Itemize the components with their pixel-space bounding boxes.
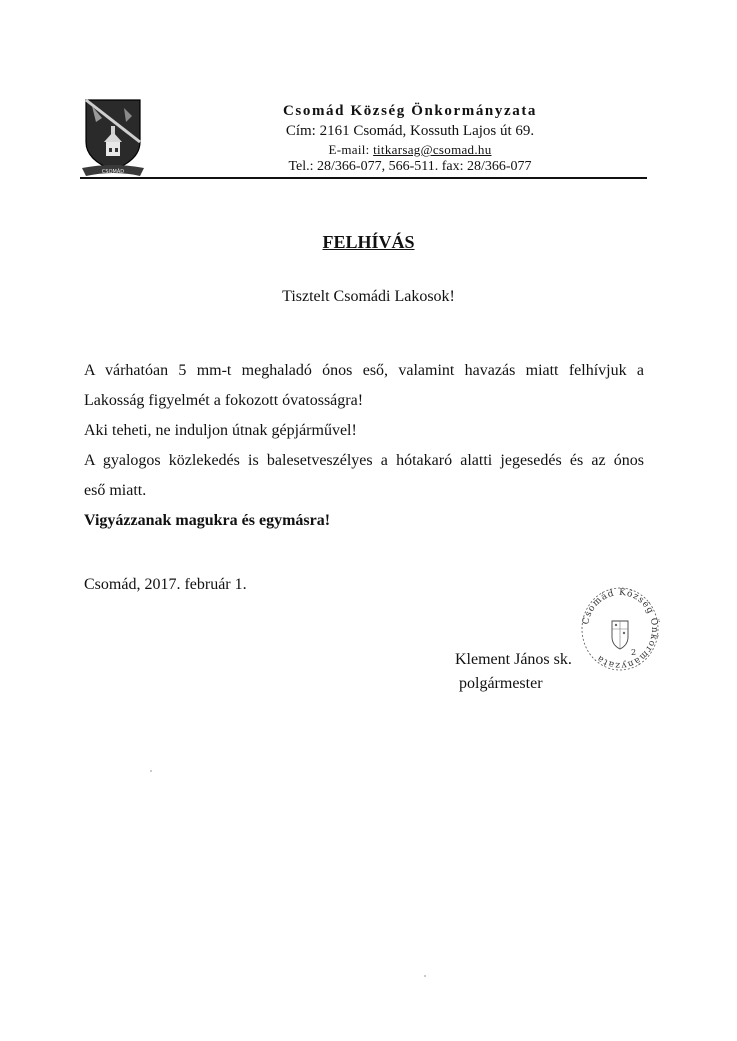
notice-title: FELHÍVÁS — [322, 232, 415, 252]
address-line: Cím: 2161 Csomád, Kossuth Lajos út 69. — [285, 123, 535, 139]
coat-of-arms-logo — [80, 98, 146, 180]
organization-name: Csomád Község Önkormányzata — [282, 103, 538, 119]
svg-text:Csomád Község Önkormányzata: Csomád Község Önkormányzata — [581, 587, 660, 671]
paragraph1-line2: Lakosság figyelmét a fokozott óvatosságra! — [84, 392, 364, 409]
signatory-role: polgármester — [459, 675, 543, 692]
header-divider — [80, 177, 647, 179]
paragraph2-line2: eső miatt. — [84, 482, 147, 499]
salutation: Tisztelt Csomádi Lakosok! — [282, 288, 455, 305]
email-label: E-mail: — [328, 142, 374, 157]
email-link[interactable]: titkarsag@csomad.hu — [373, 142, 492, 157]
drive-warning: Aki teheti, ne induljon útnak gépjárművel! — [84, 422, 357, 439]
official-seal-stamp — [578, 583, 662, 673]
seal-number: 2 — [631, 648, 637, 657]
scan-speck — [424, 975, 426, 977]
paragraph2-line1: A gyalogos közlekedés is balesetveszélyes a hótakaró alatti jegesedés és az ónos — [84, 452, 644, 469]
scan-speck — [150, 770, 152, 772]
paragraph1-line1: A várhatóan 5 mm-t meghaladó ónos eső, valamint havazás miatt felhívjuk a — [84, 362, 644, 379]
crest-banner-text: CSOMÁD — [101, 169, 125, 175]
phone-line: Tel.: 28/366-077, 566-511. fax: 28/366-077 — [288, 159, 532, 174]
email-line — [160, 142, 660, 158]
closing-line: Vigyázzanak magukra és egymásra! — [84, 512, 331, 529]
date-place: Csomád, 2017. február 1. — [84, 576, 247, 593]
signatory-name: Klement János sk. — [455, 651, 572, 668]
